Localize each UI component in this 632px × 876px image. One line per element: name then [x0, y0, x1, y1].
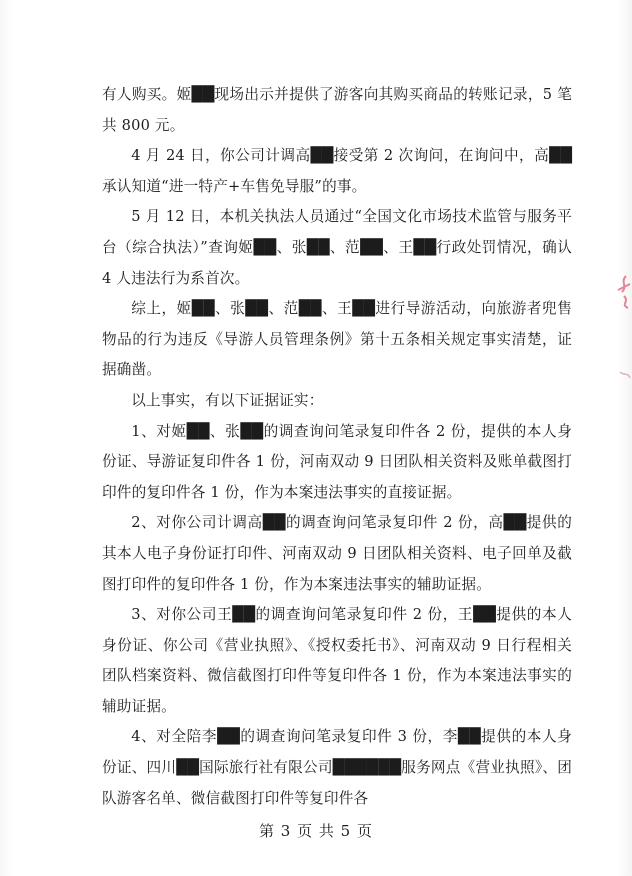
paragraph-inquiry-april-24: 4 月 24 日，你公司计调高██接受第 2 次询问，在询问中，高██承认知道“进一特产+车售免导服”的事。 [102, 147, 572, 195]
paragraph-evidence-intro: 以上事实，有以下证据证实： [131, 391, 324, 409]
paragraph-evidence-4: 4、对全陪李██的调查询问笔录复印件 3 份，李██提供的本人身份证、四川██国际旅行社有限公司██████服务网点《营业执照》、团队游客名单、微信截图打印件等复印件各 [102, 728, 572, 807]
page-number-footer: 第 3 页 共 5 页 [259, 822, 373, 840]
paragraph-continuation: 有人购买。姬██现场出示并提供了游客向其购买商品的转账记录，5 笔共 800 元。 [102, 86, 572, 134]
paragraph-evidence-1: 1、对姬██、张██的调查询问笔录复印件各 2 份，提供的本人身份证、导游证复印件各 1 份，河南双动 9 日团队相关资料及账单截图打印件的复印件各 1 份，作为本案违法事实的直接证据。 [102, 422, 572, 501]
seal-stamp-edge [606, 268, 632, 388]
paragraph-evidence-3: 3、对你公司王██的调查询问笔录复印件 2 份，王██提供的本人身份证、你公司《营业执照》、《授权委托书》、河南双动 9 日行程相关团队档案资料、微信截图打印件等复印件各 1 份，作为本案违法事实的辅助证据。 [102, 606, 572, 715]
paragraph-platform-query: 5 月 12 日，本机关执法人员通过“全国文化市场技术监管与服务平台（综合执法）”查询姬██、张██、范██、王██行政处罚情况，确认 4 人违法行为系首次。 [102, 208, 572, 287]
paragraph-evidence-2: 2、对你公司计调高██的调查询问笔录复印件 2 份，高██提供的其本人电子身份证打印件、河南双动 9 日团队相关资料、电子回单及截图打印件的复印件各 1 份，作为本案违法事实的辅助证据。 [102, 514, 572, 593]
paragraph-summary: 综上，姬██、张██、范██、王██进行导游活动，向旅游者兜售物品的行为违反《导游人员管理条例》第十五条相关规定事实清楚，证据确凿。 [102, 300, 572, 379]
document-body [102, 80, 572, 814]
